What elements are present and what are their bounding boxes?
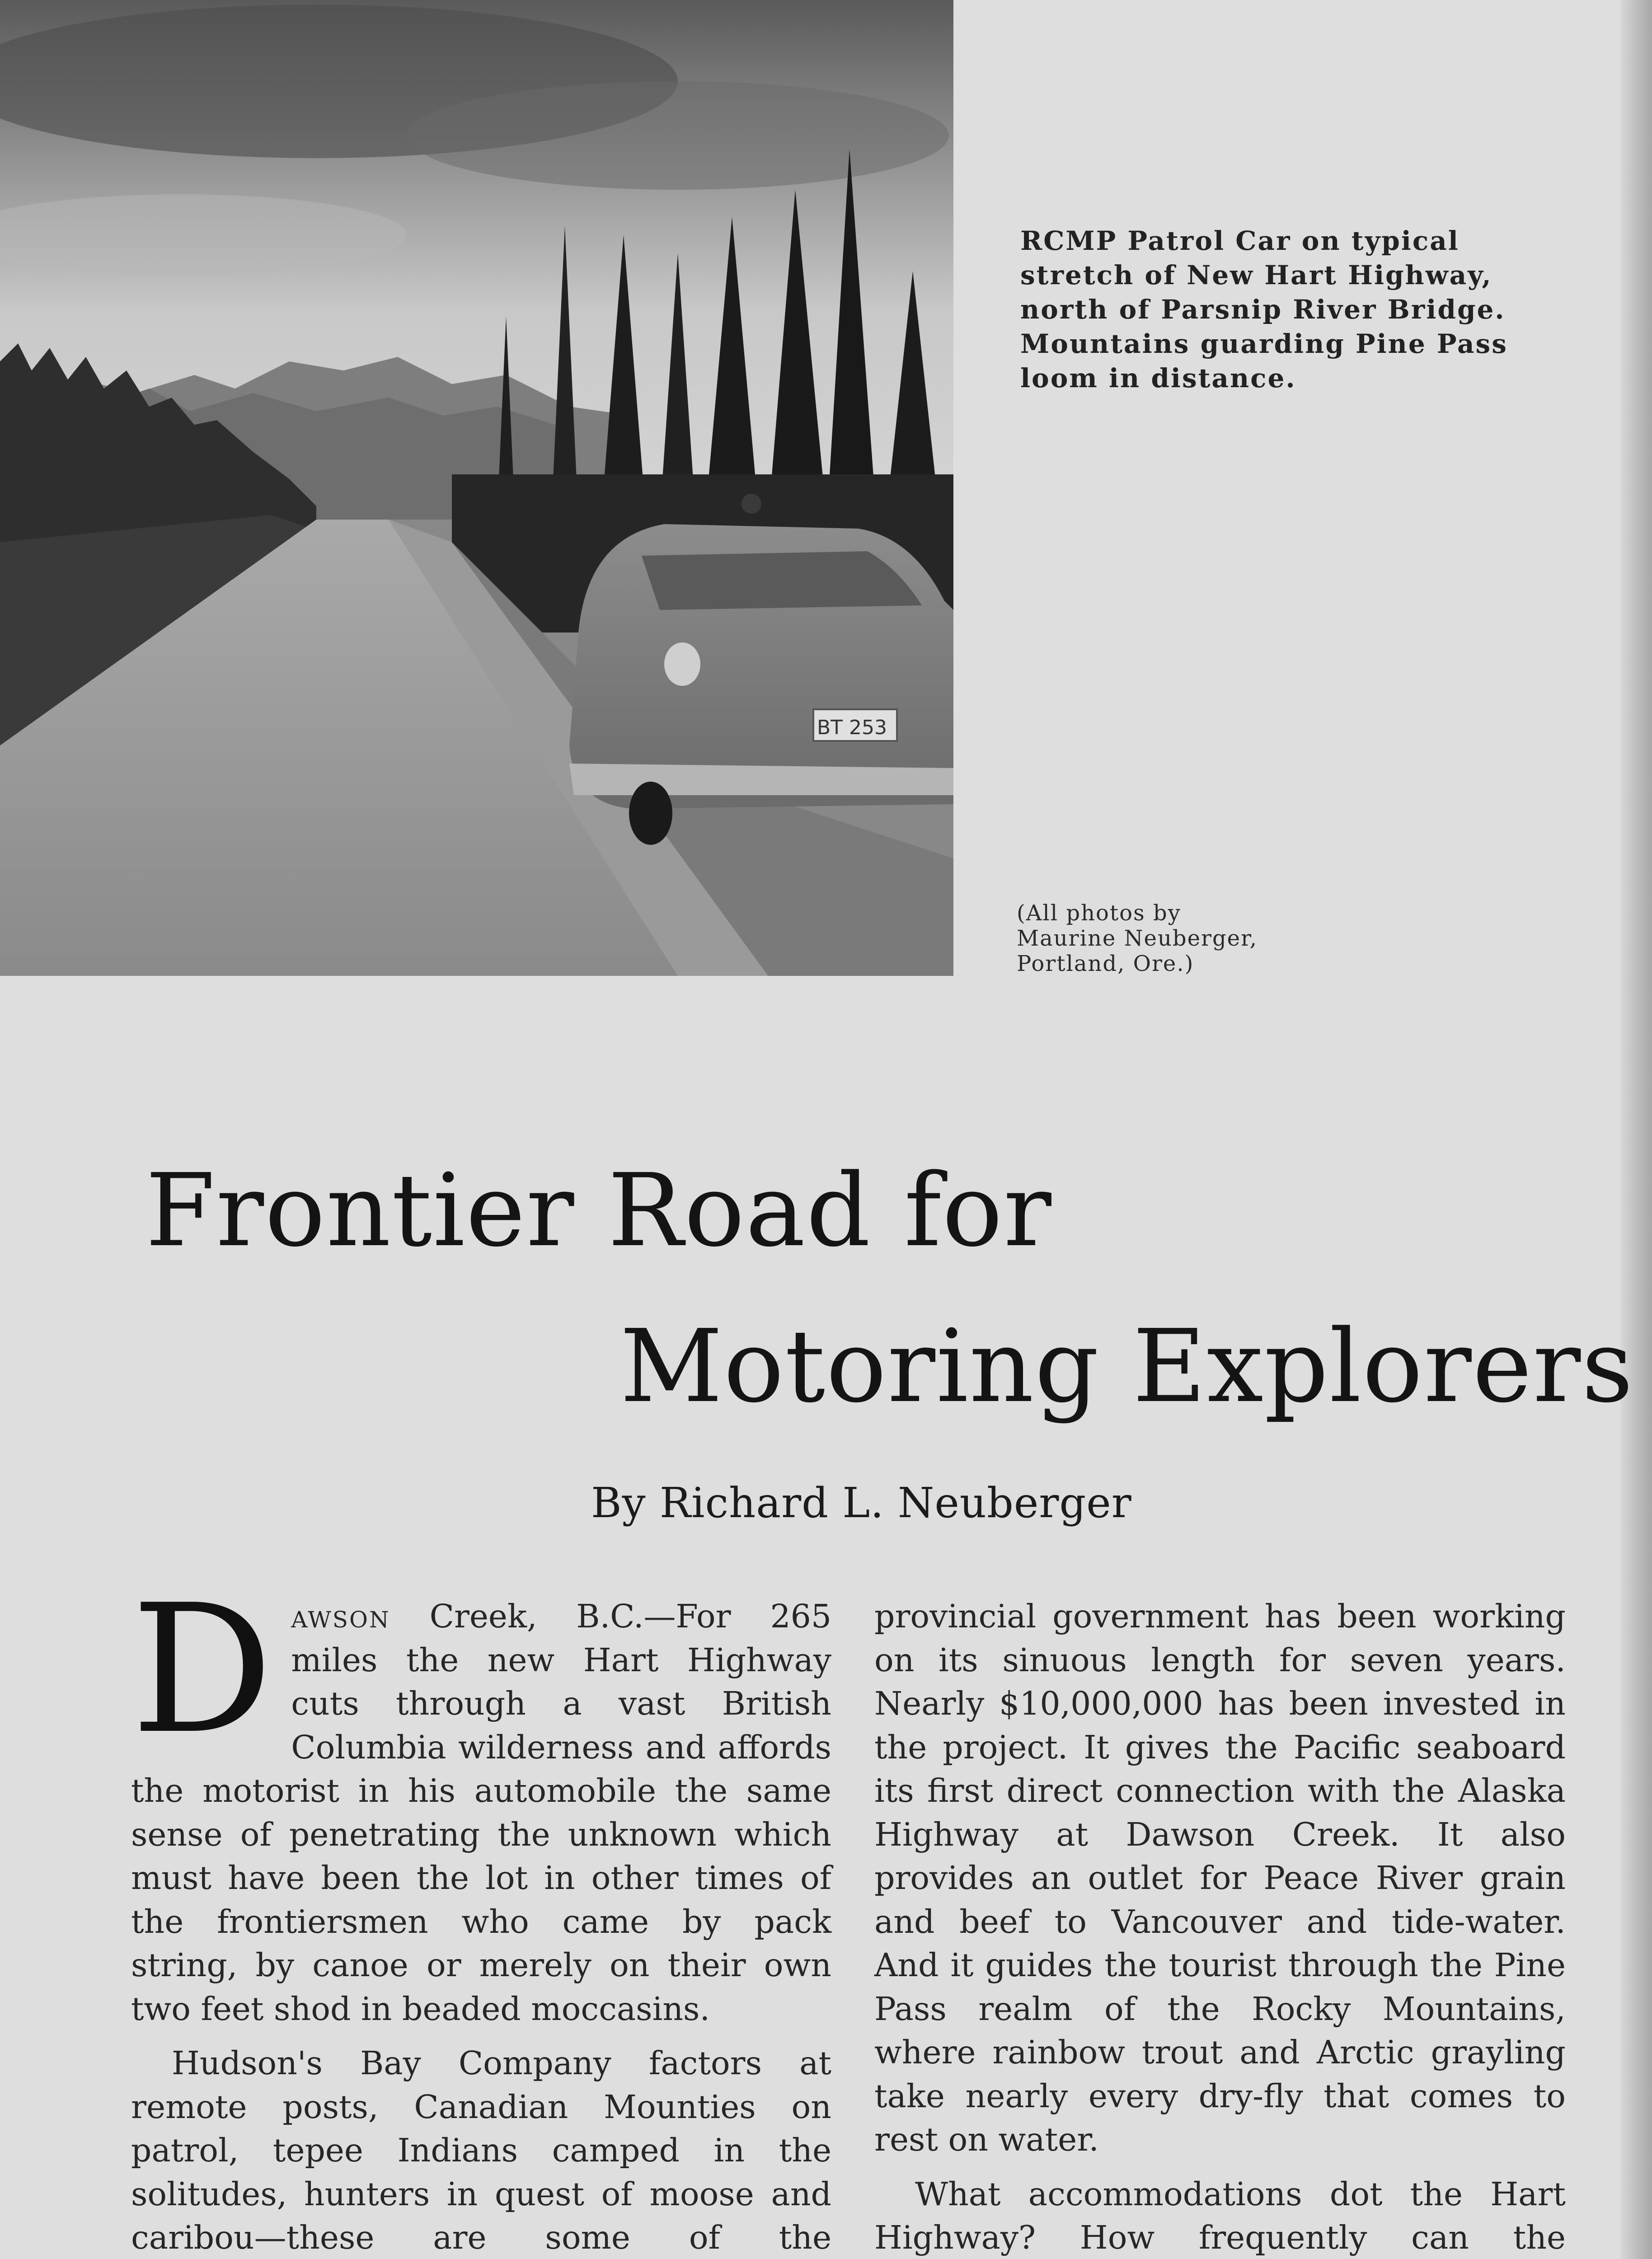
text-column-right [874,1595,1566,2259]
lead-text: Creek, B.C.—For 265 miles the new Hart Highway cuts through a vast British Columbia wilderness and affords the motorist in his automobile the same sense of penetrating the unknown which must have been the lot in other times of the frontiersmen who came by pack string, by canoe or merely on their own two feet shod in beaded moccasins. [131,1598,831,2028]
article-title-line-1: Frontier Road for [145,1153,1052,1269]
byline: By Richard L. Neuberger [591,1479,1132,1527]
photo-credit-line: (All photos by [1017,900,1181,926]
drop-cap: D [131,1567,273,1773]
text-column-left [131,1567,831,2259]
photo-credit [1017,900,1360,976]
paragraph-3-continued: provincial government has been working on its sinuous length for seven years. Nearly $10,000,000 has been invested in the project. It gives the Pacific seaboard its first direct connection with the Alaska Highway at Dawson Creek. It also provides an outlet for Peace River grain and beef to Vancouver and tide-water. And it guides the tourist through the Pine Pass realm of the Rocky Mountains, where rainbow trout and Arctic grayling take nearly every dry-fly that comes to rest on water. [874,1598,1566,2158]
article-title-line-2: Motoring Explorers [620,1308,1634,1425]
highway-photo [0,0,953,976]
photo-credit-line: Maurine Neuberger, [1017,926,1258,951]
license-plate-text: BT 253 [817,716,887,739]
lead-smallcaps: awson [291,1598,390,1635]
paragraph-1 [131,1567,831,2031]
paragraph-4: What accommodations dot the Hart Highway? How frequently can the [874,2175,1566,2256]
paragraph-2: Hudson's Bay Company factors at remote posts, Canadian Mounties on patrol, tepee Indians camped in the solitudes, hunters in quest of moose and caribou—these are some of the [131,2044,831,2256]
page-edge-shadow [1620,0,1652,2259]
photo-caption: RCMP Patrol Car on typical stretch of New Hart Highway, north of Parsnip River Bridge. Mountains guarding Pine Pass loom in distance. [1020,225,1508,394]
photo-credit-line: Portland, Ore.) [1017,951,1194,976]
